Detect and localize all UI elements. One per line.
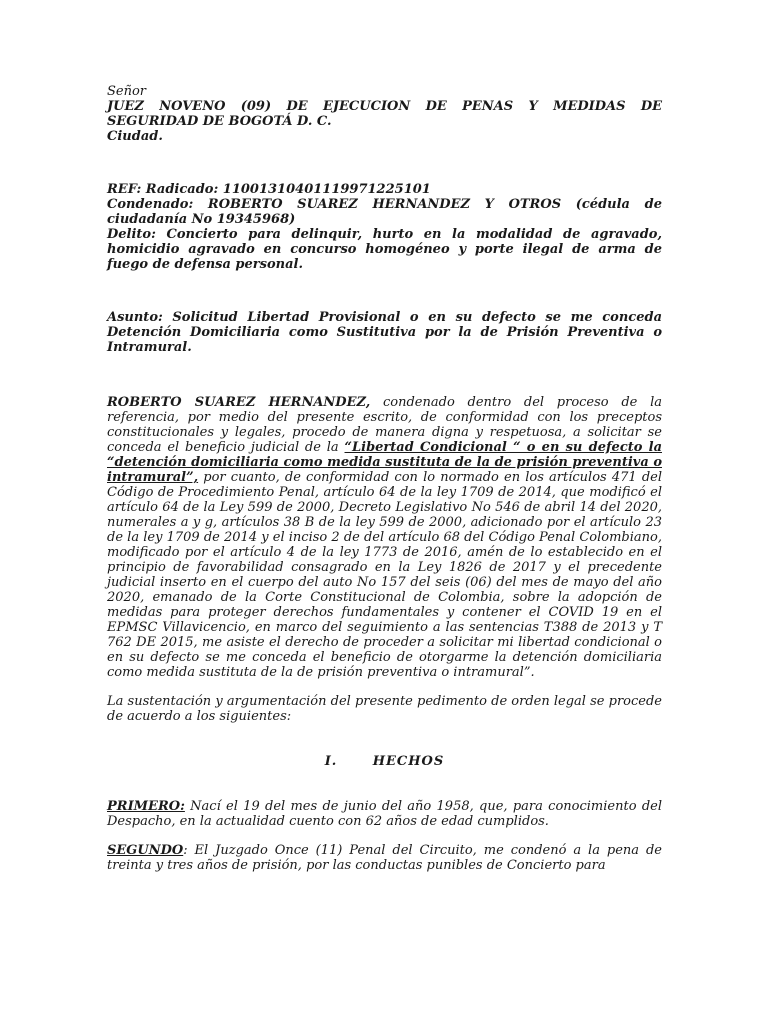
section-title: HECHOS xyxy=(372,754,445,769)
hecho-text-segundo: : El Juzgado Once (11) Penal del Circuito, me condenó a la pena de treinta y tres años de prisión, por las conductas punibles de Concierto para xyxy=(107,843,662,873)
city-line: Ciudad. xyxy=(107,129,163,144)
hecho-label-primero: PRIMERO: xyxy=(107,799,185,814)
sustentacion-paragraph: La sustentación y argumentación del presente pedimento de orden legal se procede de acuerdo a los siguientes: xyxy=(107,694,662,724)
salutation: Señor xyxy=(107,84,147,99)
court-name-line1: JUEZ NOVENO (09) DE EJECUCION DE PENAS Y MEDIDAS DE xyxy=(107,99,662,114)
hecho-text-primero: Nací el 19 del mes de junio del año 1958, que, para conocimiento del Despacho, en la actualidad cuento con 62 años de edad cumplidos. xyxy=(107,799,662,829)
hecho-segundo xyxy=(107,843,662,873)
delito-line: Delito: Concierto para delinquir, hurto en la modalidad de agravado, homicidio agravado en concurso homogéneo y porte ilegal de arma de fuego de defensa personal. xyxy=(107,227,662,272)
petitioner-name: ROBERTO SUAREZ HERNANDEZ, xyxy=(107,395,371,410)
body-paragraph xyxy=(107,395,662,680)
court-name-line2: SEGURIDAD DE BOGOTÁ D. C. xyxy=(107,114,332,129)
reference-block xyxy=(107,182,662,272)
section-heading xyxy=(107,754,662,769)
radicado-line: REF: Radicado: 11001310401119971225101 xyxy=(107,182,431,197)
asunto-paragraph: Asunto: Solicitud Libertad Provisional o en su defecto se me conceda Detención Domiciliaria como Sustitutiva por la de Prisión Preventiva o Intramural. xyxy=(107,310,662,355)
addressee-block xyxy=(107,84,662,144)
condenado-line: Condenado: ROBERTO SUAREZ HERNANDEZ Y OTROS (cédula de ciudadanía No 19345968) xyxy=(107,197,662,227)
hecho-label-segundo: SEGUNDO xyxy=(107,843,184,858)
requested-benefit: “Libertad Condicional “ o en su defecto la “detención domiciliaria como medida sustituta de la de prisión preventiva o intramural”, xyxy=(107,440,662,485)
body-text-part2: por cuanto, de conformidad con lo normado en los artículos 471 del Código de Procedimiento Penal, artículo 64 de la ley 1709 de 2014, que modificó el artículo 64 de la Ley 599 de 2000, Decreto Legislativo No 546 de abril 14 del 2020, numerales a y g, artículos 38 B de la ley 599 de 2000, adicionado por el artículo 23 de la ley 1709 de 2014 y el inciso 2 de del artículo 68 del Código Penal Colombiano, modificado por el artículo 4 de la ley 1773 de 2016, amén de lo establecido en el principio de favorabilidad consagrado en la Ley 1826 de 2017 y el precedente judicial inserto en el cuerpo del auto No 157 del seis (06) del mes de mayo del año 2020, emanado de la Corte Constitucional de Colombia, sobre la adopción de medidas para proteger derechos fundamentales y contener el COVID 19 en el EPMSC Villavicencio, en marco del seguimiento a las sentencias T388 de 2013 y T 762 DE 2015, me asiste el derecho de proceder a solicitar mi libertad condicional o en su defecto se me conceda el beneficio de otorgarme la detención domiciliaria como medida sustituta de la de prisión preventiva o intramural”. xyxy=(107,470,662,680)
body-text-part1: condenado dentro del proceso de la referencia, por medio del presente escrito, de conformidad con los preceptos constitucionales y legales, procedo de manera digna y respetuosa, a solicitar se conceda el beneficio judicial de la xyxy=(107,395,662,455)
hecho-primero xyxy=(107,799,662,829)
section-number: I. xyxy=(324,754,338,769)
